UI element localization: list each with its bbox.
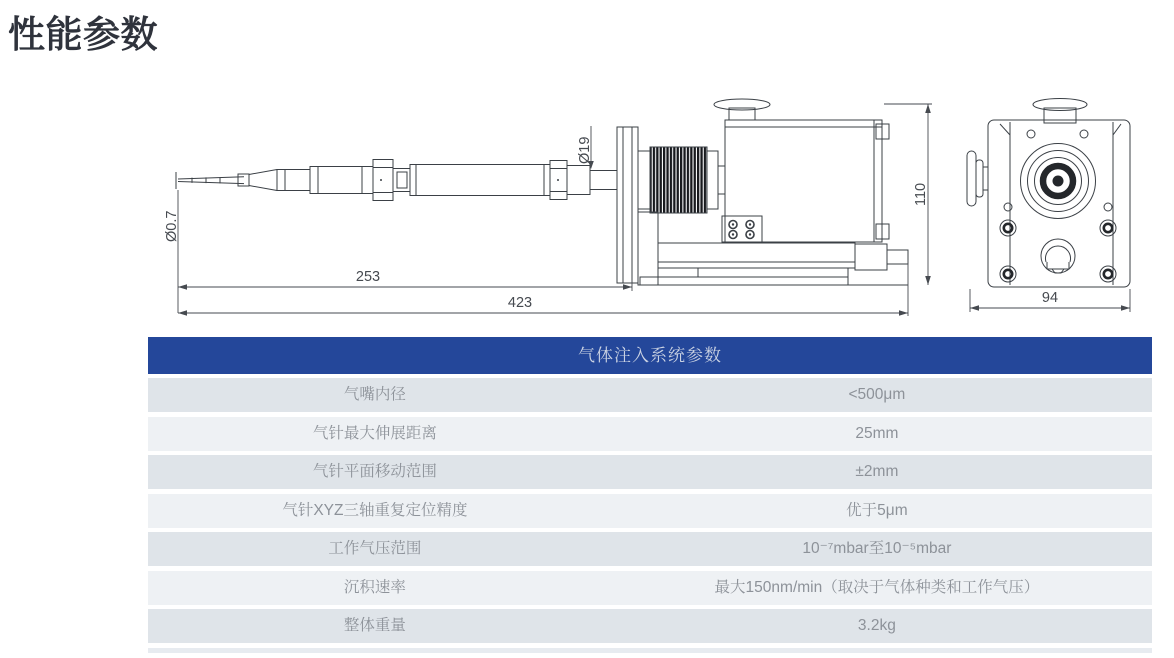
dim-110: 110 — [913, 182, 929, 206]
spec-label: 气针最大伸展距离 — [312, 424, 437, 442]
spec-label: 沉积速率 — [343, 578, 406, 596]
spec-value: 优于5μm — [846, 501, 908, 519]
table-row — [148, 378, 1152, 412]
table-row — [148, 571, 1152, 605]
dim-needle-dia: Ø0.7 — [164, 210, 180, 242]
spec-value: 3.2kg — [857, 617, 896, 634]
side-view — [176, 99, 908, 285]
spec-label: 气针平面移动范围 — [312, 463, 437, 480]
spec-table — [148, 337, 1152, 653]
dim-253: 253 — [355, 269, 381, 285]
spec-value: 10⁻⁷mbar至10⁻⁵mbar — [802, 540, 952, 557]
spec-label: 整体重量 — [343, 617, 406, 634]
end-view — [967, 99, 1130, 288]
table-header: 气体注入系统参数 — [148, 337, 1152, 374]
table-row — [148, 609, 1152, 643]
spec-label: 气针XYZ三轴重复定位精度 — [282, 501, 468, 519]
flange — [617, 127, 638, 283]
bottom-port — [1041, 239, 1075, 273]
spec-value: <500μm — [848, 386, 906, 403]
table-row — [148, 455, 1152, 489]
table-row — [148, 494, 1152, 528]
bellows — [650, 147, 707, 213]
table-row — [148, 417, 1152, 451]
spec-label: 工作气压范围 — [328, 540, 422, 557]
page-title: 性能参数 — [8, 14, 158, 55]
partial-next-row — [148, 648, 1152, 653]
spec-value: ±2mm — [855, 463, 899, 480]
center-port — [1021, 144, 1096, 219]
main-body-box — [725, 120, 882, 242]
dim-tube-dia: Ø19 — [577, 136, 593, 164]
spec-value: 25mm — [855, 424, 899, 442]
dim-94: 94 — [1041, 290, 1059, 306]
table-row — [148, 532, 1152, 566]
spec-label: 气嘴内径 — [343, 386, 406, 403]
dim-423: 423 — [507, 295, 533, 311]
dimension-labels — [164, 137, 1058, 311]
spec-value: 最大150nm/min（取决于气体种类和工作气压） — [714, 578, 1040, 596]
